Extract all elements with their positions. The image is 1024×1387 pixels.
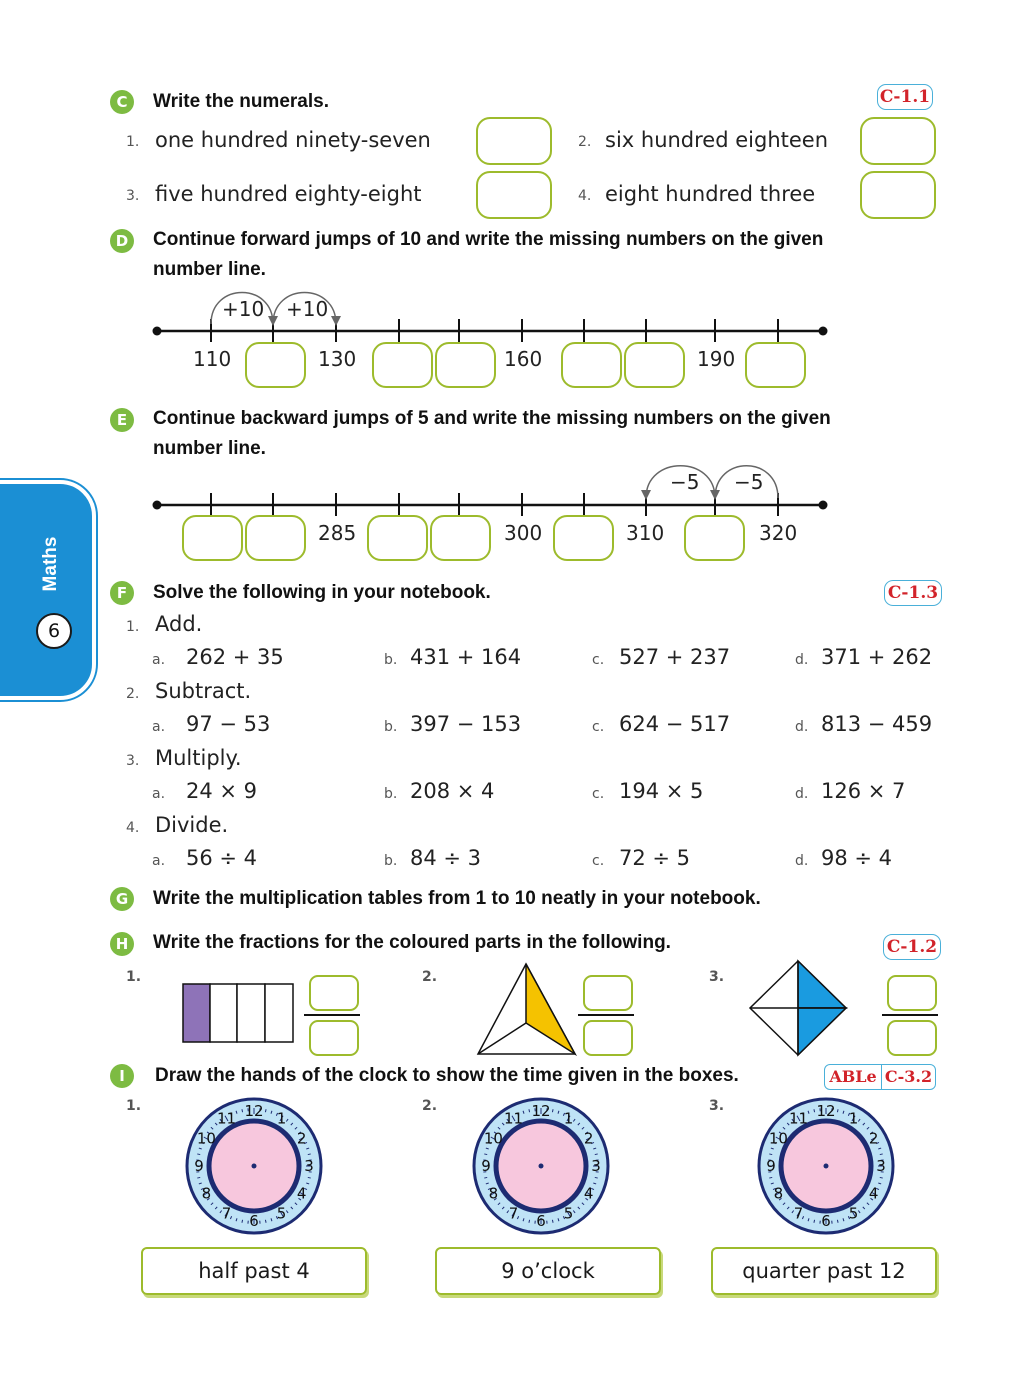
f-2a-expr: 97 − 53 (186, 712, 271, 736)
f-4d-letter: d. (795, 853, 809, 869)
f-2a-letter: a. (152, 719, 166, 735)
f-1d-expr: 371 + 262 (821, 645, 933, 669)
f-3d-expr: 126 × 7 (821, 779, 906, 803)
e-jump-label-1: −5 (670, 470, 700, 494)
f-4a-letter: a. (152, 853, 166, 869)
clock-number-5: 5 (563, 1204, 574, 1223)
d-jump-label-1: +10 (222, 297, 265, 321)
clock-1[interactable] (184, 1096, 324, 1236)
f-3c-expr: 194 × 5 (619, 779, 704, 803)
section-d-title-line1: Continue forward jumps of 10 and write the missing numbers on the given (153, 229, 824, 250)
d-number-110: 110 (193, 347, 232, 371)
f-2b-letter: b. (384, 719, 398, 735)
clock-number-5: 5 (848, 1204, 859, 1223)
clock-number-5: 5 (276, 1204, 287, 1223)
c-item4-num: 4. (578, 188, 592, 204)
c-item3-answer-box[interactable] (476, 171, 552, 219)
f-3a-expr: 24 × 9 (186, 779, 258, 803)
clock-2[interactable] (471, 1096, 611, 1236)
e-answer-box-5[interactable] (553, 515, 614, 561)
e-number-285: 285 (318, 521, 357, 545)
h2-denominator-box[interactable] (583, 1020, 633, 1056)
clock-number-8: 8 (201, 1184, 212, 1203)
f-2d-expr: 813 − 459 (821, 712, 933, 736)
e-number-300: 300 (504, 521, 543, 545)
c-item3-text: five hundred eighty-eight (155, 182, 422, 206)
section-h-badge: H (110, 932, 134, 956)
h3-denominator-box[interactable] (887, 1020, 937, 1056)
clock-number-10: 10 (483, 1129, 503, 1148)
clock-number-7: 7 (793, 1204, 804, 1223)
c-item1-num: 1. (126, 134, 140, 150)
f-1c-letter: c. (592, 652, 605, 668)
clock-number-8: 8 (773, 1184, 784, 1203)
section-d-badge: D (110, 229, 134, 253)
h-item3-num: 3. (709, 969, 725, 985)
c-item2-answer-box[interactable] (860, 117, 936, 165)
section-i-badge: I (110, 1064, 134, 1088)
clock-center-dot (539, 1164, 544, 1169)
clock-number-8: 8 (488, 1184, 499, 1203)
clock-number-6: 6 (249, 1212, 259, 1230)
clock-number-6: 6 (821, 1212, 831, 1230)
section-g-badge: G (110, 887, 134, 911)
section-f-badge: F (110, 581, 134, 605)
f-4b-expr: 84 ÷ 3 (410, 846, 482, 870)
clock-number-3: 3 (304, 1157, 314, 1175)
section-c-badge: C (110, 90, 134, 114)
h1-denominator-box[interactable] (309, 1020, 359, 1056)
i-clock2-num: 2. (422, 1098, 438, 1114)
e-number-310: 310 (626, 521, 665, 545)
i-clock3-num: 3. (709, 1098, 725, 1114)
section-f-title: Solve the following in your notebook. (153, 582, 491, 603)
f-2c-letter: c. (592, 719, 605, 735)
f-3a-letter: a. (152, 786, 166, 802)
clock-number-9: 9 (766, 1157, 776, 1175)
clock3-time-label: quarter past 12 (711, 1247, 937, 1295)
c-item3-num: 3. (126, 188, 140, 204)
clock-face (756, 1096, 896, 1236)
section-c-title: Write the numerals. (153, 91, 329, 112)
clock-number-1: 1 (563, 1109, 574, 1128)
e-answer-box-1[interactable] (182, 515, 243, 561)
d-number-130: 130 (318, 347, 357, 371)
clock-number-9: 9 (194, 1157, 204, 1175)
f-1b-letter: b. (384, 652, 398, 668)
e-answer-box-3[interactable] (367, 515, 428, 561)
clock-face (471, 1096, 611, 1236)
section-h-title: Write the fractions for the coloured parts in the following. (153, 932, 671, 953)
c-item2-text: six hundred eighteen (605, 128, 829, 152)
clock-center-dot (252, 1164, 257, 1169)
clock-number-11: 11 (216, 1109, 237, 1128)
f-3b-expr: 208 × 4 (410, 779, 495, 803)
section-g-title: Write the multiplication tables from 1 to 10 neatly in your notebook. (153, 888, 761, 909)
section-f-ref: C-1.3 (884, 580, 942, 606)
h-item1-num: 1. (126, 969, 142, 985)
clock-number-3: 3 (876, 1157, 886, 1175)
section-i-title: Draw the hands of the clock to show the time given in the boxes. (155, 1065, 739, 1086)
fraction-diamond-shape (748, 959, 848, 1057)
d-answer-box-5[interactable] (624, 342, 685, 388)
clock-number-2: 2 (296, 1129, 307, 1148)
i-clock1-num: 1. (126, 1098, 142, 1114)
d-answer-box-4[interactable] (561, 342, 622, 388)
f-4c-expr: 72 ÷ 5 (619, 846, 691, 870)
f-2c-expr: 624 − 517 (619, 712, 731, 736)
f-1a-letter: a. (152, 652, 166, 668)
section-i-ref (824, 1064, 936, 1090)
fraction-bar-shape (182, 983, 296, 1045)
clock-number-12: 12 (531, 1102, 551, 1120)
clock-number-2: 2 (583, 1129, 594, 1148)
f-1b-expr: 431 + 164 (410, 645, 522, 669)
clock-number-3: 3 (591, 1157, 601, 1175)
d-number-190: 190 (697, 347, 736, 371)
clock-face (184, 1096, 324, 1236)
h3-numerator-box[interactable] (887, 975, 937, 1011)
c-item1-answer-box[interactable] (476, 117, 552, 165)
f-3b-letter: b. (384, 786, 398, 802)
section-h-ref: C-1.2 (883, 934, 941, 960)
page-number: 6 (36, 613, 72, 649)
clock-number-4: 4 (583, 1184, 594, 1203)
clock-number-10: 10 (196, 1129, 216, 1148)
e-jump-label-2: −5 (734, 470, 764, 494)
clock-number-4: 4 (868, 1184, 879, 1203)
section-e-title-line2: number line. (153, 438, 266, 459)
clock-number-9: 9 (481, 1157, 491, 1175)
f-2b-expr: 397 − 153 (410, 712, 522, 736)
d-answer-box-3[interactable] (435, 342, 496, 388)
clock-center-dot (824, 1164, 829, 1169)
d-answer-box-1[interactable] (245, 342, 306, 388)
f-3d-letter: d. (795, 786, 809, 802)
clock-number-12: 12 (816, 1102, 836, 1120)
h2-numerator-box[interactable] (583, 975, 633, 1011)
section-c-ref: C-1.1 (877, 84, 933, 110)
f-group4-label: Divide. (155, 813, 229, 837)
f-3c-letter: c. (592, 786, 605, 802)
clock-number-7: 7 (221, 1204, 232, 1223)
clock-number-12: 12 (244, 1102, 264, 1120)
f-group2-num: 2. (126, 686, 140, 702)
clock-number-1: 1 (276, 1109, 287, 1128)
f-1a-expr: 262 + 35 (186, 645, 284, 669)
f-group4-num: 4. (126, 820, 140, 836)
clock-number-11: 11 (788, 1109, 809, 1128)
clock-number-11: 11 (503, 1109, 524, 1128)
c-item4-text: eight hundred three (605, 182, 816, 206)
clock-3[interactable] (756, 1096, 896, 1236)
clock-number-2: 2 (868, 1129, 879, 1148)
f-group3-label: Multiply. (155, 746, 242, 770)
clock-number-1: 1 (848, 1109, 859, 1128)
c-ref-label: C-3.2 (884, 1067, 933, 1086)
clock2-time-label: 9 o’clock (435, 1247, 661, 1295)
f-group3-num: 3. (126, 753, 140, 769)
d-number-160: 160 (504, 347, 543, 371)
h1-numerator-box[interactable] (309, 975, 359, 1011)
f-1d-letter: d. (795, 652, 809, 668)
h2-fraction-bar (578, 1014, 634, 1016)
e-answer-box-6[interactable] (684, 515, 745, 561)
clock-number-6: 6 (536, 1212, 546, 1230)
f-group2-label: Subtract. (155, 679, 252, 703)
d-answer-box-6[interactable] (745, 342, 806, 388)
c-item2-num: 2. (578, 134, 592, 150)
c-item4-answer-box[interactable] (860, 171, 936, 219)
c-item1-text: one hundred ninety-seven (155, 128, 431, 152)
f-4a-expr: 56 ÷ 4 (186, 846, 258, 870)
h1-fraction-bar (304, 1014, 360, 1016)
f-group1-label: Add. (155, 612, 203, 636)
clock-number-7: 7 (508, 1204, 519, 1223)
section-e-badge: E (110, 408, 134, 432)
f-2d-letter: d. (795, 719, 809, 735)
subject-label: Maths (40, 536, 61, 592)
f-4d-expr: 98 ÷ 4 (821, 846, 893, 870)
clock1-time-label: half past 4 (141, 1247, 367, 1295)
section-d-title-line2: number line. (153, 259, 266, 280)
f-1c-expr: 527 + 237 (619, 645, 731, 669)
h3-fraction-bar (882, 1014, 938, 1016)
f-4b-letter: b. (384, 853, 398, 869)
f-4c-letter: c. (592, 853, 605, 869)
e-answer-box-2[interactable] (245, 515, 306, 561)
fraction-triangle-shape (474, 960, 578, 1058)
d-answer-box-2[interactable] (372, 342, 433, 388)
d-jump-label-2: +10 (286, 297, 329, 321)
clock-number-4: 4 (296, 1184, 307, 1203)
h-item2-num: 2. (422, 969, 438, 985)
e-number-320: 320 (759, 521, 798, 545)
clock-number-10: 10 (768, 1129, 788, 1148)
e-answer-box-4[interactable] (430, 515, 491, 561)
section-e-title-line1: Continue backward jumps of 5 and write the missing numbers on the given (153, 408, 831, 429)
able-ref-label: ABLe (825, 1065, 882, 1089)
f-group1-num: 1. (126, 619, 140, 635)
